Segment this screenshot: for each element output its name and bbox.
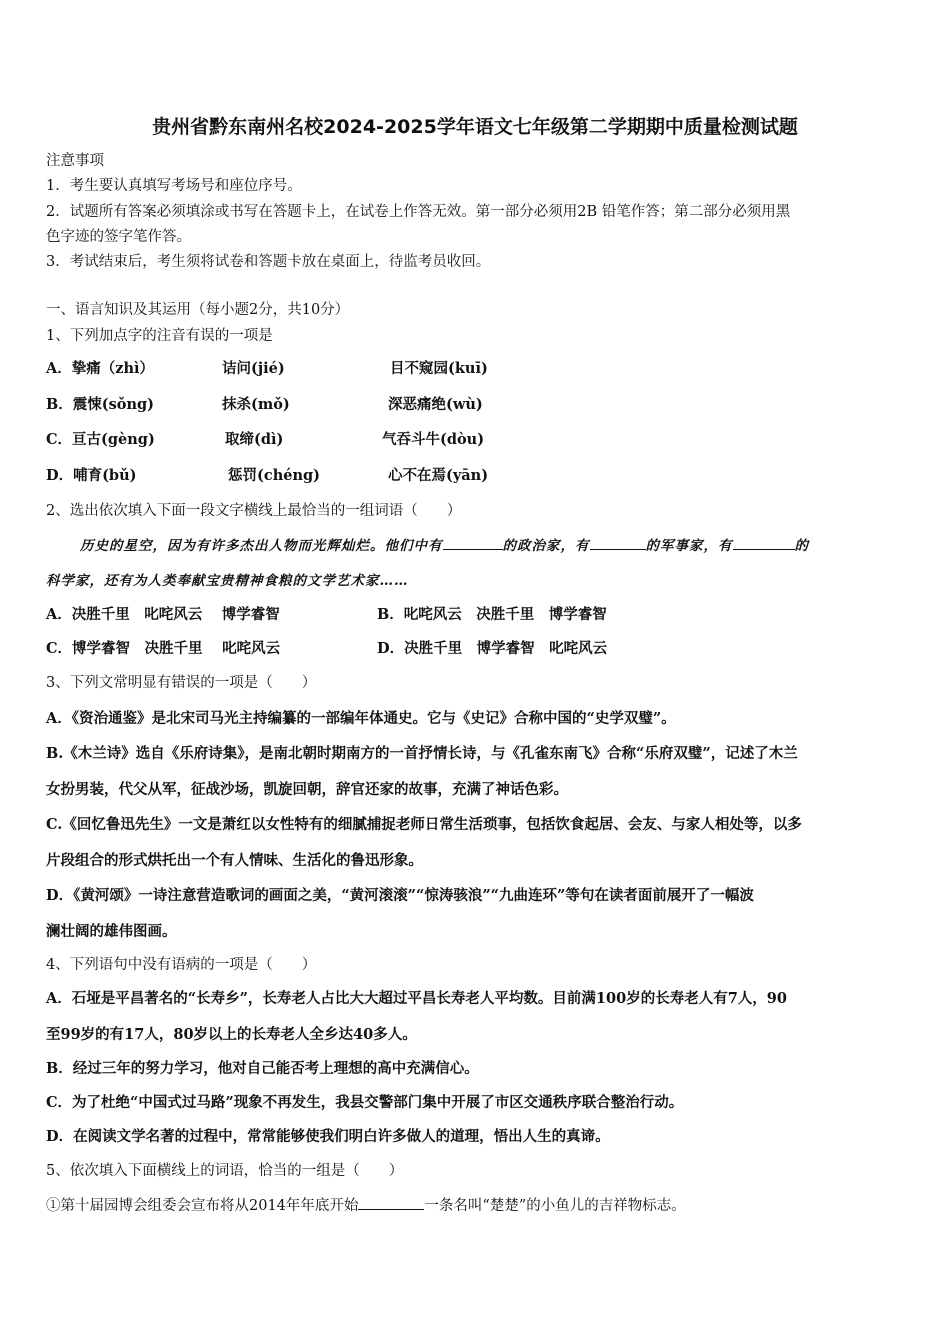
q3-line: B.《木兰诗》选自《乐府诗集》，是南北朝时期南方的一首抒情长诗，与《孔雀东南飞》合称“乐府双璧”，记述了木兰 [46,745,798,762]
q3-line: 澜壮阔的雄伟图画。 [46,923,177,940]
question-stem: 5、依次填入下面横线上的词语，恰当的一组是（ ） [46,1163,404,1179]
q3-line: A．《资治通鉴》是北宋司马光主持编纂的一部编年体通史。它与《史记》合称中国的“史学双璧”。 [46,710,676,727]
q1-option-b-word2: 抹杀(mǒ) [222,396,290,413]
question-stem: 1、下列加点字的注音有误的一项是 [46,328,273,344]
q3-line: 片段组合的形式烘托出一个有人情味、生活化的鲁迅形象。 [46,852,423,869]
q2-option-d: D．决胜千里 博学睿智 叱咤风云 [377,640,608,657]
question-stem: 4、下列语句中没有语病的一项是（ ） [46,957,317,973]
q2-passage-line [80,535,809,556]
q1-option-a-word2: 诘问(jié) [222,360,285,377]
q4-line: C．为了杜绝“中国式过马路”现象不再发生，我县交警部门集中开展了市区交通秩序联合整治行动。 [46,1094,684,1111]
q3-line: C.《回忆鲁迅先生》一文是萧红以女性特有的细腻捕捉老师日常生活琐事，包括饮食起居、会友、与家人相处等，以多 [46,816,802,833]
notice-item: 2．试题所有答案必须填涂或书写在答题卡上，在试卷上作答无效。第一部分必须用2B 铅笔作答；第二部分必须用黑 [46,204,791,220]
q1-option-b-word3: 深恶痛绝(wù) [388,396,483,413]
q5-line [46,1195,686,1216]
q5-text: ①第十届园博会组委会宣布将从2014年年底开始 [46,1198,359,1214]
notice-item: 3．考试结束后，考生须将试卷和答题卡放在桌面上，待监考员收回。 [46,254,491,270]
q4-line: 至99岁的有17人，80岁以上的长寿老人全乡达40多人。 [46,1026,417,1043]
q2-passage-text: 历史的星空，因为有许多杰出人物而光辉灿烂。他们中有 [80,538,443,554]
q2-option-b: B．叱咤风云 决胜千里 博学睿智 [377,606,607,623]
q1-option-a: A．挚痛（zhì） [46,360,155,377]
q2-passage-text: 的政治家，有 [502,538,590,554]
q2-passage-line: 科学家，还有为人类奉献宝贵精神食粮的文学艺术家…… [46,573,409,589]
notice-heading: 注意事项 [46,153,104,169]
q2-option-a: A．决胜千里 叱咤风云 博学睿智 [46,606,280,623]
page-title: 贵州省黔东南州名校2024-2025学年语文七年级第二学期期中质量检测试题 [152,116,798,138]
q2-passage-text: 的 [794,538,809,554]
q4-line: A．石垭是平昌著名的“长寿乡”，长寿老人占比大大超过平昌长寿老人平均数。目前满100岁的长寿老人有7人，90 [46,990,787,1007]
fill-blank [590,535,646,550]
q1-option-d: D．哺育(bǔ) [46,467,137,484]
q1-option-d-word2: 惩罚(chéng) [228,467,320,484]
q3-line: 女扮男装，代父从军，征战沙场，凯旋回朝，辞官还家的故事，充满了神话色彩。 [46,781,568,798]
notice-item: 色字迹的签字笔作答。 [46,229,191,245]
fill-blank [443,535,503,550]
q3-line: D．《黄河颂》一诗注意营造歌词的画面之美，“黄河滚滚”“惊涛骇浪”“九曲连环”等句在读者面前展开了一幅波 [46,887,754,904]
q1-option-d-word3: 心不在焉(yān) [388,467,489,484]
q1-option-a-word3: 目不窥园(kuī) [390,360,488,377]
q2-option-c: C．博学睿智 决胜千里 叱咤风云 [46,640,281,657]
q4-line: D．在阅读文学名著的过程中，常常能够使我们明白许多做人的道理，悟出人生的真谛。 [46,1128,610,1145]
q5-text: 一条名叫“楚楚”的小鱼儿的吉祥物标志。 [424,1198,686,1214]
section-heading: 一、语言知识及其运用（每小题2分，共10分） [46,302,350,318]
fill-blank [733,535,795,550]
question-stem: 3、下列文常明显有错误的一项是（ ） [46,675,317,691]
q1-option-c-word2: 取缔(dì) [225,431,284,448]
fill-blank [358,1195,424,1210]
q1-option-c: C．亘古(gèng) [46,431,155,448]
q1-option-c-word3: 气吞斗牛(dòu) [382,431,485,448]
q2-passage-text: 的军事家，有 [645,538,733,554]
notice-item: 1．考生要认真填写考场号和座位序号。 [46,178,302,194]
q1-option-b: B．震悚(sǒng) [46,396,154,413]
question-stem: 2、选出依次填入下面一段文字横线上最恰当的一组词语（ ） [46,503,462,519]
q4-line: B．经过三年的努力学习，他对自己能否考上理想的高中充满信心。 [46,1060,479,1077]
